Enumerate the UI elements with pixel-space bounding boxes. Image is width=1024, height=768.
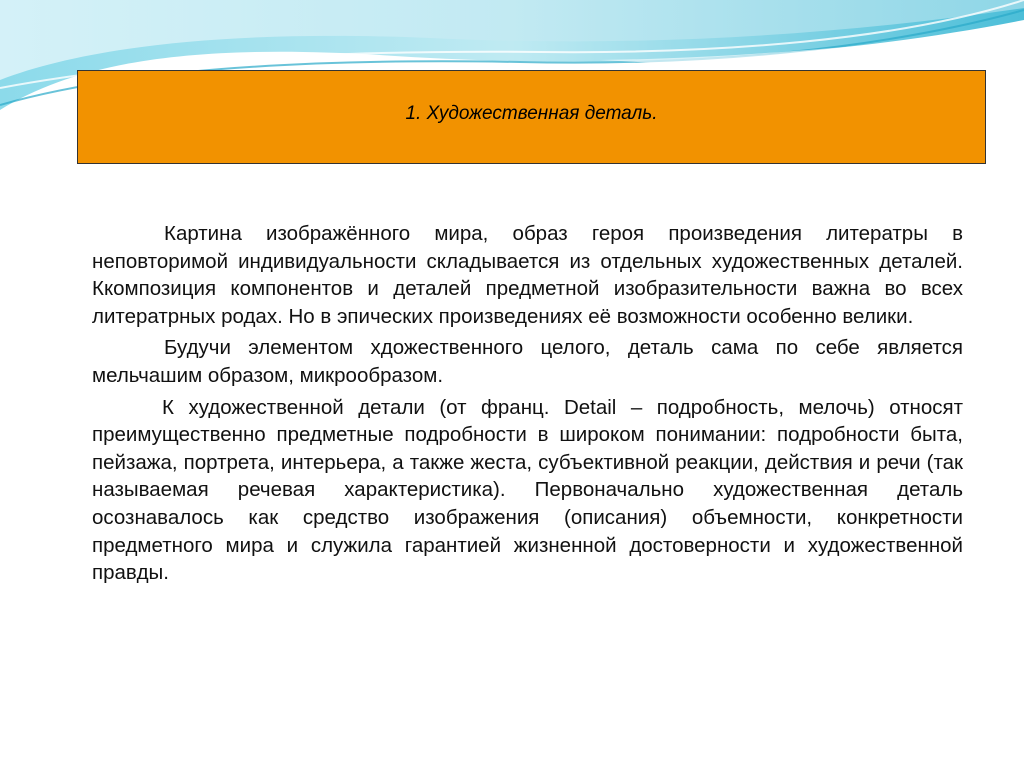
slide-title: 1. Художественная деталь. xyxy=(405,103,658,124)
body-text xyxy=(92,220,963,587)
paragraph-3: К художественной детали (от франц. Detail – подробность, мелочь) относят преимущественно предметные подробности в широком понимании: подробности быта, пейзажа, портрета, интерьера, а также жеста, субъективной реакции, действия и речи (так называемая речевая характеристика). Первоначально художественная деталь осознавалось как средство изображения (описания) объемности, конкретности предметного мира и служила гарантией жизненной достоверности и художественной правды. xyxy=(92,395,963,585)
title-box xyxy=(77,70,986,164)
paragraph-1: Картина изображённого мира, образ героя произведения литератры в неповторимой индивидуальности складывается из отдельных художественных деталей. Ккомпозиция компонентов и деталей предметной изобразительности важна во всех литератрных родах. Но в эпических произведениях её возможности особенно велики. xyxy=(92,222,963,328)
paragraph-2: Будучи элементом хдожественного целого, деталь сама по себе является мельчашим образом, микрообразом. xyxy=(92,336,963,387)
